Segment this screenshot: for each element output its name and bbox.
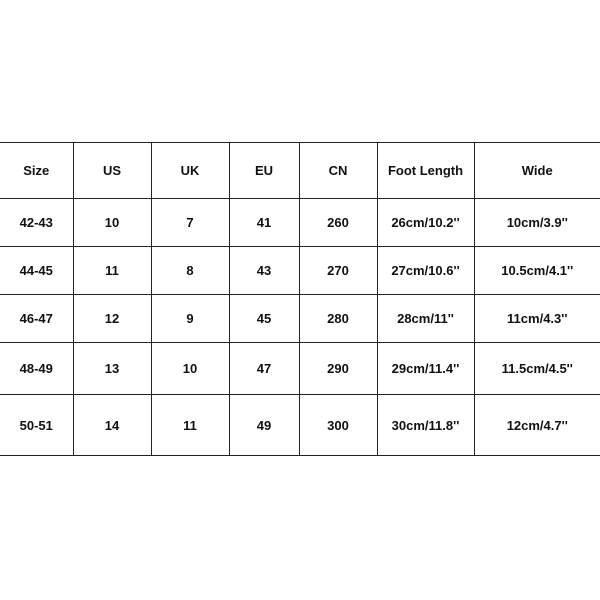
cell-uk: 10 [151, 343, 229, 395]
cell-eu: 41 [229, 199, 299, 247]
column-header-foot-length: Foot Length [377, 143, 474, 199]
cell-foot-length: 28cm/11'' [377, 295, 474, 343]
table-row [0, 395, 600, 456]
cell-uk: 11 [151, 395, 229, 456]
cell-size: 44-45 [0, 247, 73, 295]
cell-eu: 45 [229, 295, 299, 343]
column-header-eu: EU [229, 143, 299, 199]
table-row [0, 295, 600, 343]
cell-cn: 290 [299, 343, 377, 395]
column-header-cn: CN [299, 143, 377, 199]
cell-wide: 11cm/4.3'' [474, 295, 600, 343]
cell-us: 14 [73, 395, 151, 456]
column-header-uk: UK [151, 143, 229, 199]
cell-eu: 49 [229, 395, 299, 456]
cell-cn: 280 [299, 295, 377, 343]
cell-foot-length: 27cm/10.6'' [377, 247, 474, 295]
table-row [0, 199, 600, 247]
column-header-wide: Wide [474, 143, 600, 199]
cell-cn: 300 [299, 395, 377, 456]
cell-us: 12 [73, 295, 151, 343]
table-row [0, 247, 600, 295]
cell-size: 42-43 [0, 199, 73, 247]
cell-wide: 10.5cm/4.1'' [474, 247, 600, 295]
cell-wide: 10cm/3.9'' [474, 199, 600, 247]
cell-size: 50-51 [0, 395, 73, 456]
cell-us: 13 [73, 343, 151, 395]
cell-uk: 7 [151, 199, 229, 247]
column-header-size: Size [0, 143, 73, 199]
table-row [0, 343, 600, 395]
size-chart-table [0, 142, 600, 456]
cell-size: 46-47 [0, 295, 73, 343]
cell-foot-length: 29cm/11.4'' [377, 343, 474, 395]
cell-foot-length: 26cm/10.2'' [377, 199, 474, 247]
cell-uk: 8 [151, 247, 229, 295]
column-header-us: US [73, 143, 151, 199]
cell-eu: 43 [229, 247, 299, 295]
cell-eu: 47 [229, 343, 299, 395]
cell-cn: 260 [299, 199, 377, 247]
cell-cn: 270 [299, 247, 377, 295]
cell-uk: 9 [151, 295, 229, 343]
cell-us: 11 [73, 247, 151, 295]
cell-wide: 11.5cm/4.5'' [474, 343, 600, 395]
table-header-row [0, 143, 600, 199]
cell-us: 10 [73, 199, 151, 247]
cell-wide: 12cm/4.7'' [474, 395, 600, 456]
cell-size: 48-49 [0, 343, 73, 395]
cell-foot-length: 30cm/11.8'' [377, 395, 474, 456]
